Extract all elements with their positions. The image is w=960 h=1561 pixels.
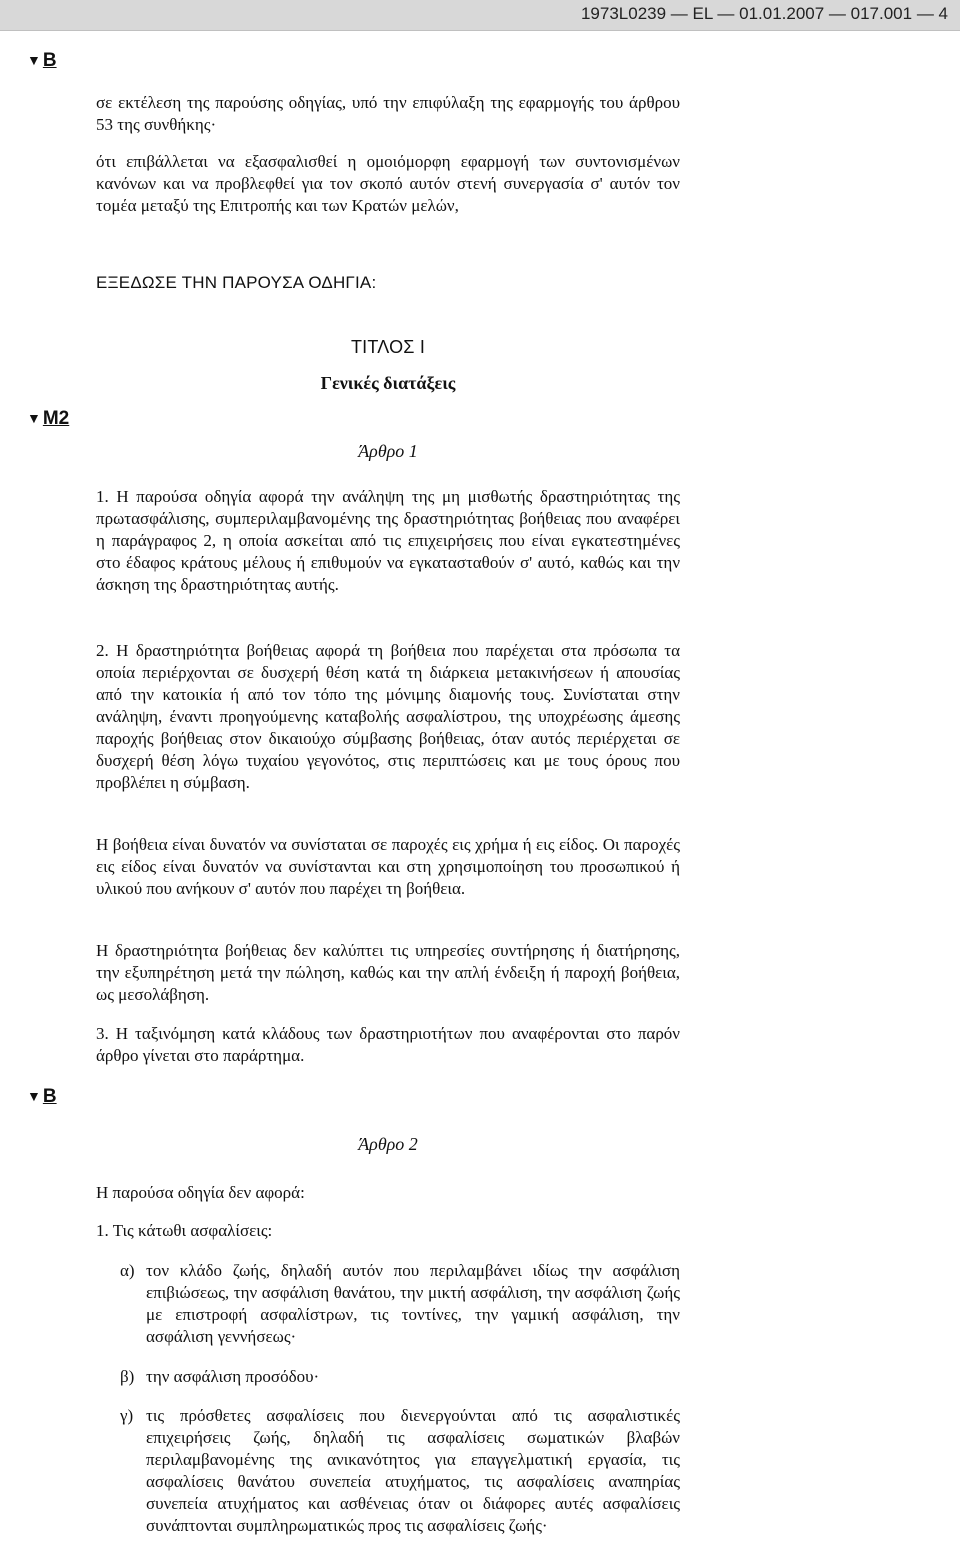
- amendment-marker-m2: ▼ M2: [27, 408, 70, 429]
- triangle-down-icon: ▼: [27, 52, 41, 68]
- list-item-label: γ): [120, 1406, 134, 1425]
- document-reference: 1973L0239 — EL — 01.01.2007 — 017.001 — 4: [580, 4, 948, 23]
- list-item-text: τον κλάδο ζωής, δηλαδή αυτόν που περιλαμβάνει ιδίως την ασφάλιση επιβιώσεως, την ασφάλιση θανάτου, την μικτή ασφάλιση, την ασφάλιση ζωής με επιστροφή ασφαλίστρων, τις τοντίνες, την γαμική ασφάλιση, την ασφάλιση γεννήσεως·: [146, 1261, 680, 1346]
- list-item-label: β): [120, 1367, 135, 1386]
- article-2-heading: Άρθρο 2: [358, 1134, 418, 1154]
- article-1-paragraph-2: 2. Η δραστηριότητα βοήθειας αφορά τη βοήθεια που παρέχεται στα πρόσωπα τα οποία περιέρχονται σε δυσχερή θέση κατά τη διάρκεια μετακινήσεων ή απουσίας από την κατοικία ή από τον τόπο της μόνιμης διαμονής τους. Συνίσταται στην ανάληψη, έναντι προηγούμενης καταβολής ασφαλίστρου, της υποχρέωσης άμεσης παροχής βοήθειας στον δικαιούχο σύμβασης βοήθειας, όταν αυτός περιέρχεται σε δυσχερή θέση λόγω τυχαίου γεγονότος, στις περιπτώσεις και με τους όρους που προβλέπει η σύμβαση.: [96, 641, 680, 792]
- preamble-paragraph-1: σε εκτέλεση της παρούσης οδηγίας, υπό την επιφύλαξη της εφαρμογής του άρθρου 53 της συνθήκης·: [96, 93, 680, 134]
- title-heading: ΤΙΤΛΟΣ I: [350, 337, 426, 357]
- list-item-text: τις πρόσθετες ασφαλίσεις που διενεργούνται από τις ασφαλιστικές επιχειρήσεις ζωής, δηλαδή τις ασφαλίσεις σωματικών βλαβών περιλαμβανομένης της ανικανότητος για επαγγελματική εργασία, τις ασφαλίσεις θανάτου συνεπεία ατυχήματος, τις ασφαλίσεις αναπηρίας συνεπεία ατυχήματος και ασθένειας όταν οι διάφορες αυτές ασφαλίσεις συνάπτονται συμπληρωματικώς προς τις ασφαλίσεις ζωής·: [146, 1406, 680, 1535]
- list-item-b: [120, 1366, 680, 1388]
- list-item-a: [120, 1260, 680, 1348]
- article-1-paragraph-5: 3. Η ταξινόμηση κατά κλάδους των δραστηριοτήτων που αναφέρονται στο παρόν άρθρο γίνεται στο παράρτημα.: [96, 1024, 680, 1065]
- enacting-formula: ΕΞΕΔΩΣΕ ΤΗΝ ΠΑΡΟΥΣΑ ΟΔΗΓΙΑ:: [96, 273, 377, 292]
- article-1-paragraph-4: Η δραστηριότητα βοήθειας δεν καλύπτει τις υπηρεσίες συντήρησης ή διατήρησης, την εξυπηρέτηση μετά την πώληση, καθώς και την απλή ένδειξη ή παροχή βοήθεια, ως μεσολάβηση.: [96, 941, 680, 1004]
- article-1-heading: Άρθρο 1: [358, 441, 418, 461]
- document-header: [0, 0, 960, 31]
- amendment-marker-b: ▼ B: [27, 50, 57, 71]
- triangle-down-icon: ▼: [27, 410, 41, 426]
- list-item-c: [120, 1405, 680, 1537]
- preamble-paragraph-2: ότι επιβάλλεται να εξασφαλισθεί η ομοιόμορφη εφαρμογή των συντονισμένων κανόνων και να προβλεφθεί για τον σκοπό αυτόν στενή συνεργασία σ' αυτόν τον τομέα μεταξύ της Επιτροπής και των Κρατών μελών,: [96, 152, 680, 215]
- title-subheading: Γενικές διατάξεις: [320, 373, 456, 393]
- article-2-item-1: 1. Τις κάτωθι ασφαλίσεις:: [96, 1221, 273, 1240]
- amendment-marker-b: ▼ B: [27, 1086, 57, 1107]
- article-1-paragraph-3: Η βοήθεια είναι δυνατόν να συνίσταται σε παροχές εις χρήμα ή εις είδος. Οι παροχές εις είδος είναι δυνατόν να συνίστανται και στη χρησιμοποίηση του προσωπικού ή υλικού που ανήκουν σ' αυτόν που παρέχει τη βοήθεια.: [96, 835, 680, 898]
- article-1-paragraph-1: 1. Η παρούσα οδηγία αφορά την ανάληψη της μη μισθωτής δραστηριότητας της πρωτασφάλισης, συμπεριλαμβανομένης της δραστηριότητας βοήθειας που αναφέρει η παράγραφος 2, η οποία ασκείται από τις επιχειρήσεις που είναι εγκατεστημένες στο έδαφος κράτους μέλους ή επιθυμούν να εγκατασταθούν σ' αυτό, καθώς και την άσκηση της δραστηριότητας αυτής.: [96, 487, 680, 594]
- list-item-text: την ασφάλιση προσόδου·: [146, 1367, 320, 1386]
- triangle-down-icon: ▼: [27, 1088, 41, 1104]
- list-item-label: α): [120, 1261, 135, 1280]
- article-2-intro: Η παρούσα οδηγία δεν αφορά:: [96, 1183, 305, 1202]
